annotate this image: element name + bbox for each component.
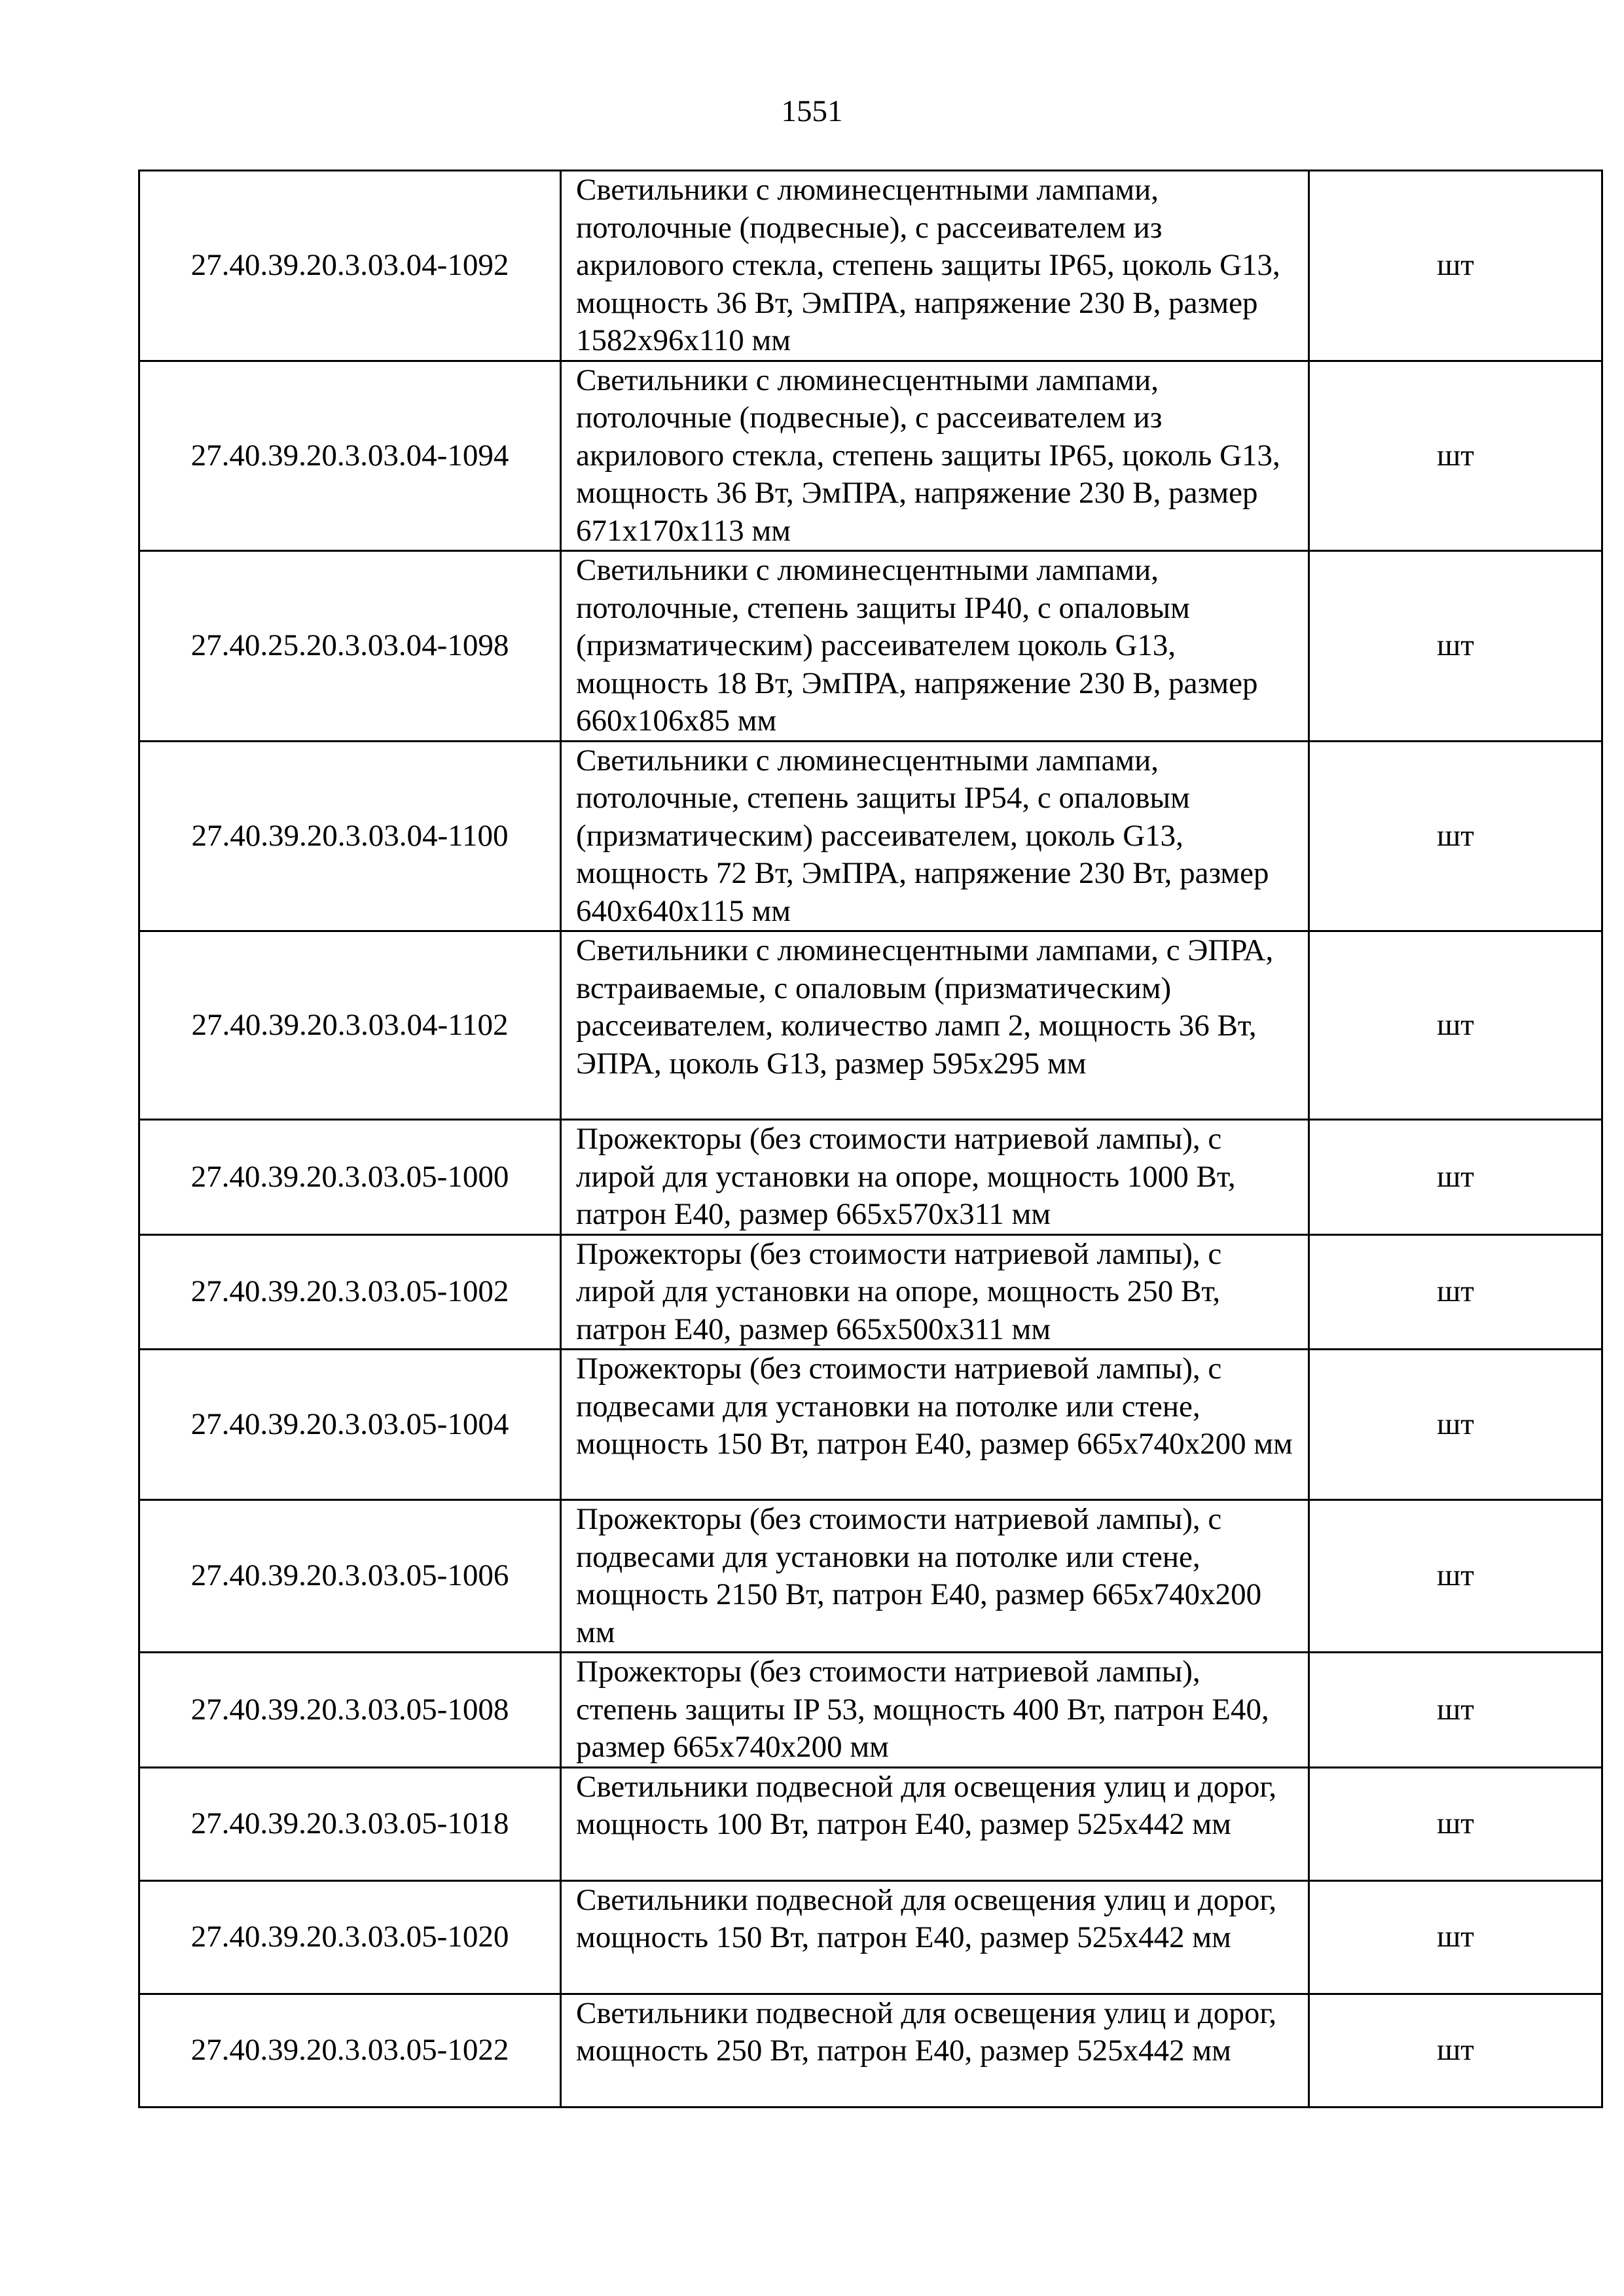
resource-description: Светильники подвесной для освещения улиц и дорог, мощность 100 Вт, патрон Е40, размер 525х442 мм (561, 1767, 1309, 1880)
resource-description: Прожекторы (без стоимости натриевой лампы), с лирой для установки на опоре, мощность 250 Вт, патрон Е40, размер 665х500х311 мм (561, 1234, 1309, 1350)
unit-of-measure: шт (1309, 931, 1602, 1120)
table-row (139, 1880, 1602, 1994)
table-row (139, 1500, 1602, 1653)
resource-description: Прожекторы (без стоимости натриевой лампы), с подвесами для установки на потолке или стене, мощность 2150 Вт, патрон Е40, размер 665х740х200 мм (561, 1500, 1309, 1653)
unit-of-measure: шт (1309, 1767, 1602, 1880)
unit-of-measure: шт (1309, 1880, 1602, 1994)
resource-description: Светильники с люминесцентными лампами, потолочные (подвесные), с рассеивателем из акрилового стекла, степень защиты IP65, цоколь G13, мощность 36 Вт, ЭмПРА, напряжение 230 В, размер 671х170х113 мм (561, 361, 1309, 551)
resource-description: Светильники подвесной для освещения улиц и дорог, мощность 250 Вт, патрон Е40, размер 525х442 мм (561, 1994, 1309, 2107)
resource-description: Прожекторы (без стоимости натриевой лампы), с подвесами для установки на потолке или стене, мощность 150 Вт, патрон Е40, размер 665х740х200 мм (561, 1350, 1309, 1500)
resource-code: 27.40.39.20.3.03.04-1094 (139, 361, 561, 551)
table-row (139, 171, 1602, 361)
resource-code: 27.40.39.20.3.03.05-1020 (139, 1880, 561, 1994)
resource-description: Светильники с люминесцентными лампами, с ЭПРА, встраиваемые, с опаловым (призматическим) рассеивателем, количество ламп 2, мощность 36 Вт, ЭПРА, цоколь G13, размер 595х295 мм (561, 931, 1309, 1120)
table-row (139, 1350, 1602, 1500)
table-row (139, 741, 1602, 931)
resource-description: Светильники с люминесцентными лампами, потолочные (подвесные), с рассеивателем из акрилового стекла, степень защиты IP65, цоколь G13, мощность 36 Вт, ЭмПРА, напряжение 230 В, размер 1582х96х110 мм (561, 171, 1309, 361)
resource-code: 27.40.39.20.3.03.05-1008 (139, 1653, 561, 1768)
resource-code: 27.40.39.20.3.03.05-1002 (139, 1234, 561, 1350)
resource-code: 27.40.39.20.3.03.04-1100 (139, 741, 561, 931)
resource-code: 27.40.39.20.3.03.05-1004 (139, 1350, 561, 1500)
unit-of-measure: шт (1309, 551, 1602, 742)
table-row (139, 551, 1602, 742)
unit-of-measure: шт (1309, 361, 1602, 551)
resource-code: 27.40.39.20.3.03.05-1000 (139, 1120, 561, 1235)
table-row (139, 1653, 1602, 1768)
resource-description: Светильники подвесной для освещения улиц и дорог, мощность 150 Вт, патрон Е40, размер 525х442 мм (561, 1880, 1309, 1994)
resource-table (138, 170, 1603, 2108)
resource-description: Прожекторы (без стоимости натриевой лампы), с лирой для установки на опоре, мощность 1000 Вт, патрон Е40, размер 665х570х311 мм (561, 1120, 1309, 1235)
unit-of-measure: шт (1309, 1350, 1602, 1500)
unit-of-measure: шт (1309, 1500, 1602, 1653)
unit-of-measure: шт (1309, 1653, 1602, 1768)
resource-description: Светильники с люминесцентными лампами, потолочные, степень защиты IP40, с опаловым (призматическим) рассеивателем цоколь G13, мощность 18 Вт, ЭмПРА, напряжение 230 В, размер 660х106х85 мм (561, 551, 1309, 742)
table-row (139, 1767, 1602, 1880)
unit-of-measure: шт (1309, 171, 1602, 361)
resource-code: 27.40.39.20.3.03.04-1092 (139, 171, 561, 361)
resource-code: 27.40.25.20.3.03.04-1098 (139, 551, 561, 742)
unit-of-measure: шт (1309, 1994, 1602, 2107)
unit-of-measure: шт (1309, 1120, 1602, 1235)
unit-of-measure: шт (1309, 741, 1602, 931)
page-number: 1551 (781, 94, 843, 128)
unit-of-measure: шт (1309, 1234, 1602, 1350)
resource-code: 27.40.39.20.3.03.05-1006 (139, 1500, 561, 1653)
resource-code: 27.40.39.20.3.03.04-1102 (139, 931, 561, 1120)
table-row (139, 1994, 1602, 2107)
table-row (139, 931, 1602, 1120)
resource-description: Светильники с люминесцентными лампами, потолочные, степень защиты IP54, с опаловым (призматическим) рассеивателем, цоколь G13, мощность 72 Вт, ЭмПРА, напряжение 230 Вт, размер 640х640х115 мм (561, 741, 1309, 931)
resource-code: 27.40.39.20.3.03.05-1022 (139, 1994, 561, 2107)
resource-description: Прожекторы (без стоимости натриевой лампы), степень защиты IP 53, мощность 400 Вт, патрон Е40, размер 665х740х200 мм (561, 1653, 1309, 1768)
table-row (139, 1120, 1602, 1235)
table-row (139, 1234, 1602, 1350)
resource-code: 27.40.39.20.3.03.05-1018 (139, 1767, 561, 1880)
table-row (139, 361, 1602, 551)
